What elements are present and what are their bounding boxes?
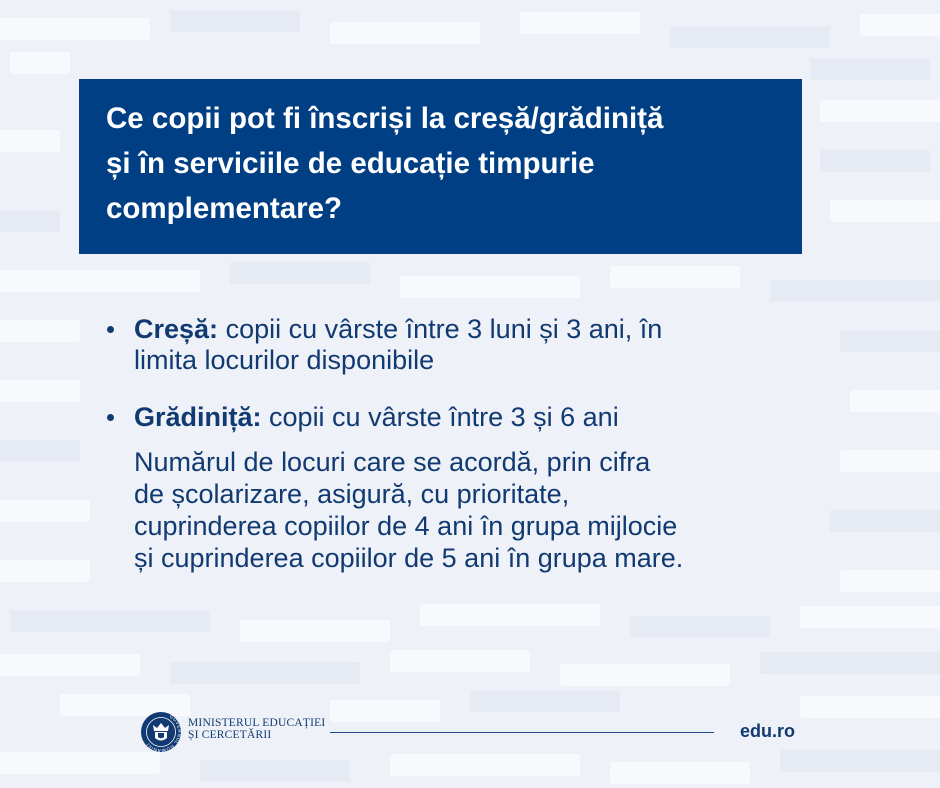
note-line-2: de școlarizare, asigură, cu prioritate, — [134, 479, 570, 509]
list-item-gradinita — [107, 402, 827, 433]
footer-divider — [330, 732, 714, 733]
bullet-icon — [107, 414, 114, 421]
title-banner — [79, 79, 802, 254]
item-label: Creșă: — [134, 314, 219, 344]
note-line-4: și cuprinderea copiilor de 5 ani în grupa mare. — [134, 543, 684, 573]
page-title-line-1: Ce copii pot fi înscriși la creșă/grădiniță — [106, 102, 664, 135]
romania-coat-of-arms-icon — [140, 711, 182, 753]
ministry-line-1: MINISTERUL EDUCAȚIEI — [188, 717, 326, 729]
note-line-3: cuprinderea copiilor de 4 ani în grupa mijlocie — [134, 511, 678, 541]
item-text-line-2: limita locurilor disponibile — [134, 345, 435, 375]
ministry-name — [188, 717, 325, 741]
info-list — [107, 314, 827, 574]
bullet-icon — [107, 326, 114, 333]
item-label: Grădiniță: — [134, 402, 262, 432]
item-text-line-1: copii cu vârste între 3 și 6 ani — [269, 402, 619, 432]
page-title-line-3: complementare? — [106, 192, 343, 225]
svg-text:GUVERNUL ROMÂNIEI: GUVERNUL ROMÂNIEI — [144, 713, 182, 753]
note-line-1: Numărul de locuri care se acordă, prin cifra — [134, 447, 651, 477]
list-item-cresa — [107, 314, 827, 376]
website-link[interactable]: edu.ro — [740, 721, 796, 741]
page-title-line-2: și în serviciile de educație timpurie — [106, 147, 595, 180]
note-paragraph — [107, 446, 827, 574]
ministry-line-2: ȘI CERCETĂRII — [188, 729, 272, 741]
item-text-line-1: copii cu vârste între 3 luni și 3 ani, în — [225, 314, 663, 344]
